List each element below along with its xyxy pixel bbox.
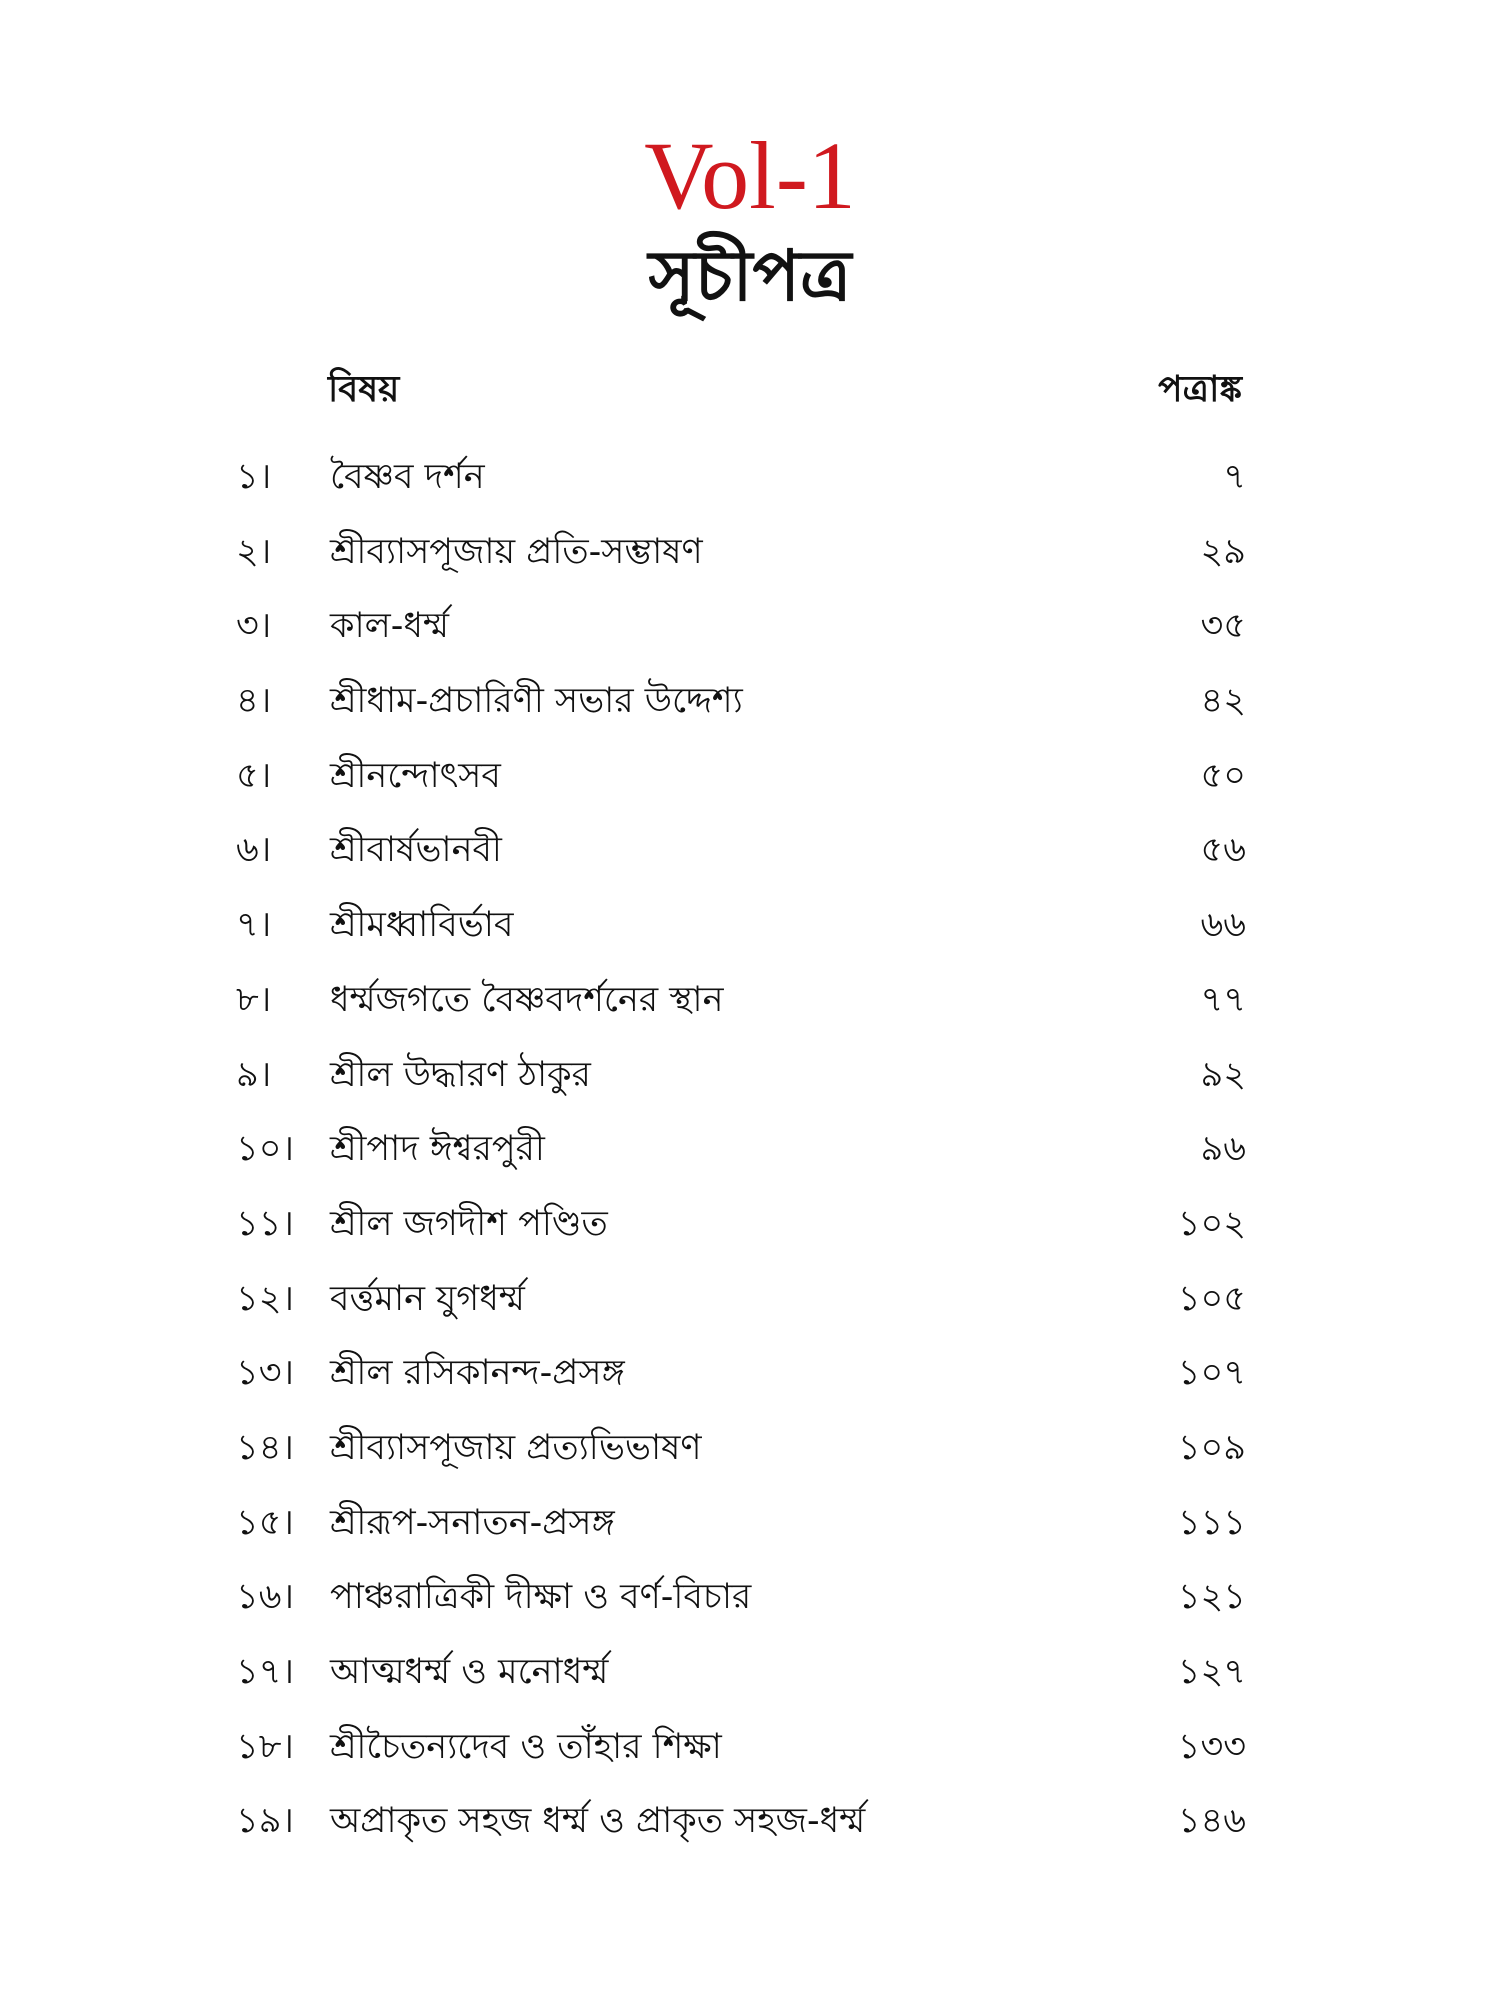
entry-page: ৭ xyxy=(1223,457,1246,497)
list-item xyxy=(0,1124,1500,1199)
entry-page: ৪২ xyxy=(1200,681,1246,722)
list-item xyxy=(0,1647,1500,1722)
entry-title: শ্রীরূপ-সনাতন-প্রসঙ্গ xyxy=(330,1502,615,1543)
entry-title: শ্রীনন্দোৎসব xyxy=(330,755,501,796)
list-item xyxy=(0,1348,1500,1423)
entry-title: শ্রীচৈতন্যদেব ও তাঁহার শিক্ষা xyxy=(330,1726,722,1767)
list-item xyxy=(0,601,1500,676)
entry-number: ১৪। xyxy=(236,1427,294,1468)
entry-title: শ্রীব্যাসপূজায় প্রতি-সম্ভাষণ xyxy=(330,531,703,572)
page-title: সূচীপত্র xyxy=(648,235,852,317)
column-header-page: পত্রাঙ্ক xyxy=(1158,369,1242,410)
list-item xyxy=(0,1498,1500,1573)
entry-title: শ্রীপাদ ঈশ্বরপুরী xyxy=(330,1129,545,1170)
entry-page: ১০৫ xyxy=(1177,1278,1246,1319)
entry-page: ২৯ xyxy=(1200,531,1246,572)
entry-number: ৮। xyxy=(236,979,272,1020)
entry-title: বৈষ্ণব দর্শন xyxy=(330,457,485,497)
list-item xyxy=(0,1572,1500,1647)
list-item xyxy=(0,1274,1500,1349)
entry-title: শ্রীল উদ্ধারণ ঠাকুর xyxy=(330,1054,591,1095)
list-item xyxy=(0,527,1500,602)
column-header-subject: বিষয় xyxy=(328,369,400,410)
entry-title: শ্রীব্যাসপূজায় প্রত্যভিভাষণ xyxy=(330,1427,702,1468)
list-item xyxy=(0,1722,1500,1797)
entry-title: আত্মধৰ্ম্ম ও মনোধৰ্ম্ম xyxy=(330,1652,609,1692)
entry-number: ১৬। xyxy=(236,1577,294,1618)
entry-page: ৬৬ xyxy=(1200,905,1246,946)
entry-number: ১১। xyxy=(236,1203,294,1244)
entry-page: ১৪৬ xyxy=(1177,1801,1246,1842)
entry-page: ৫৬ xyxy=(1200,830,1246,871)
entry-number: ১৩। xyxy=(236,1353,294,1394)
list-item xyxy=(0,676,1500,751)
table-of-contents xyxy=(0,452,1500,1871)
entry-number: ১৫। xyxy=(236,1502,294,1543)
entry-number: ১৮। xyxy=(236,1726,294,1767)
entry-number: ১৭। xyxy=(236,1652,294,1692)
entry-number: ৬। xyxy=(236,830,272,871)
list-item xyxy=(0,1199,1500,1274)
list-item xyxy=(0,1423,1500,1498)
entry-number: ৯। xyxy=(236,1054,272,1095)
list-item xyxy=(0,825,1500,900)
entry-number: ১। xyxy=(236,457,272,497)
entry-page: ৫০ xyxy=(1200,755,1246,796)
entry-page: ১১১ xyxy=(1177,1502,1246,1543)
entry-page: ১০৯ xyxy=(1177,1427,1246,1468)
entry-title: শ্রীল জগদীশ পণ্ডিত xyxy=(330,1203,608,1244)
entry-page: ৭৭ xyxy=(1200,979,1246,1020)
entry-title: কাল-ধৰ্ম্ম xyxy=(330,606,449,647)
entry-title: ধৰ্ম্মজগতে বৈষ্ণবদর্শনের স্থান xyxy=(330,979,724,1020)
entry-title: বৰ্ত্তমান যুগধৰ্ম্ম xyxy=(330,1278,525,1319)
entry-number: ১০। xyxy=(236,1129,294,1170)
entry-number: ৭। xyxy=(236,905,272,946)
entry-title: অপ্রাকৃত সহজ ধৰ্ম্ম ও প্রাকৃত সহজ-ধৰ্ম্ম xyxy=(330,1801,866,1842)
entry-page: ১৩৩ xyxy=(1177,1726,1246,1767)
entry-title: শ্রীবার্ষভানবী xyxy=(330,830,502,871)
volume-label: Vol-1 xyxy=(644,122,856,229)
entry-page: ৯৬ xyxy=(1200,1129,1246,1170)
entry-title: শ্রীধাম-প্রচারিণী সভার উদ্দেশ্য xyxy=(330,681,743,722)
list-item xyxy=(0,751,1500,826)
entry-number: ২। xyxy=(236,531,272,572)
list-item xyxy=(0,900,1500,975)
entry-number: ৫। xyxy=(236,755,272,796)
list-item xyxy=(0,1796,1500,1871)
entry-title: পাঞ্চরাত্রিকী দীক্ষা ও বর্ণ-বিচার xyxy=(330,1577,752,1618)
entry-page: ১০৭ xyxy=(1177,1353,1246,1394)
entry-title: শ্রীল রসিকানন্দ-প্রসঙ্গ xyxy=(330,1353,625,1394)
entry-page: ১২১ xyxy=(1177,1577,1246,1618)
entry-title: শ্রীমধ্বাবির্ভাব xyxy=(330,905,514,946)
list-item xyxy=(0,975,1500,1050)
entry-number: ৪। xyxy=(236,681,272,722)
entry-number: ৩। xyxy=(236,606,272,647)
entry-page: ১০২ xyxy=(1177,1203,1246,1244)
entry-number: ১৯। xyxy=(236,1801,294,1842)
entry-page: ৩৫ xyxy=(1200,606,1246,647)
entry-page: ১২৭ xyxy=(1177,1652,1246,1692)
list-item xyxy=(0,1050,1500,1125)
entry-number: ১২। xyxy=(236,1278,294,1319)
entry-page: ৯২ xyxy=(1200,1054,1246,1095)
list-item xyxy=(0,452,1500,527)
